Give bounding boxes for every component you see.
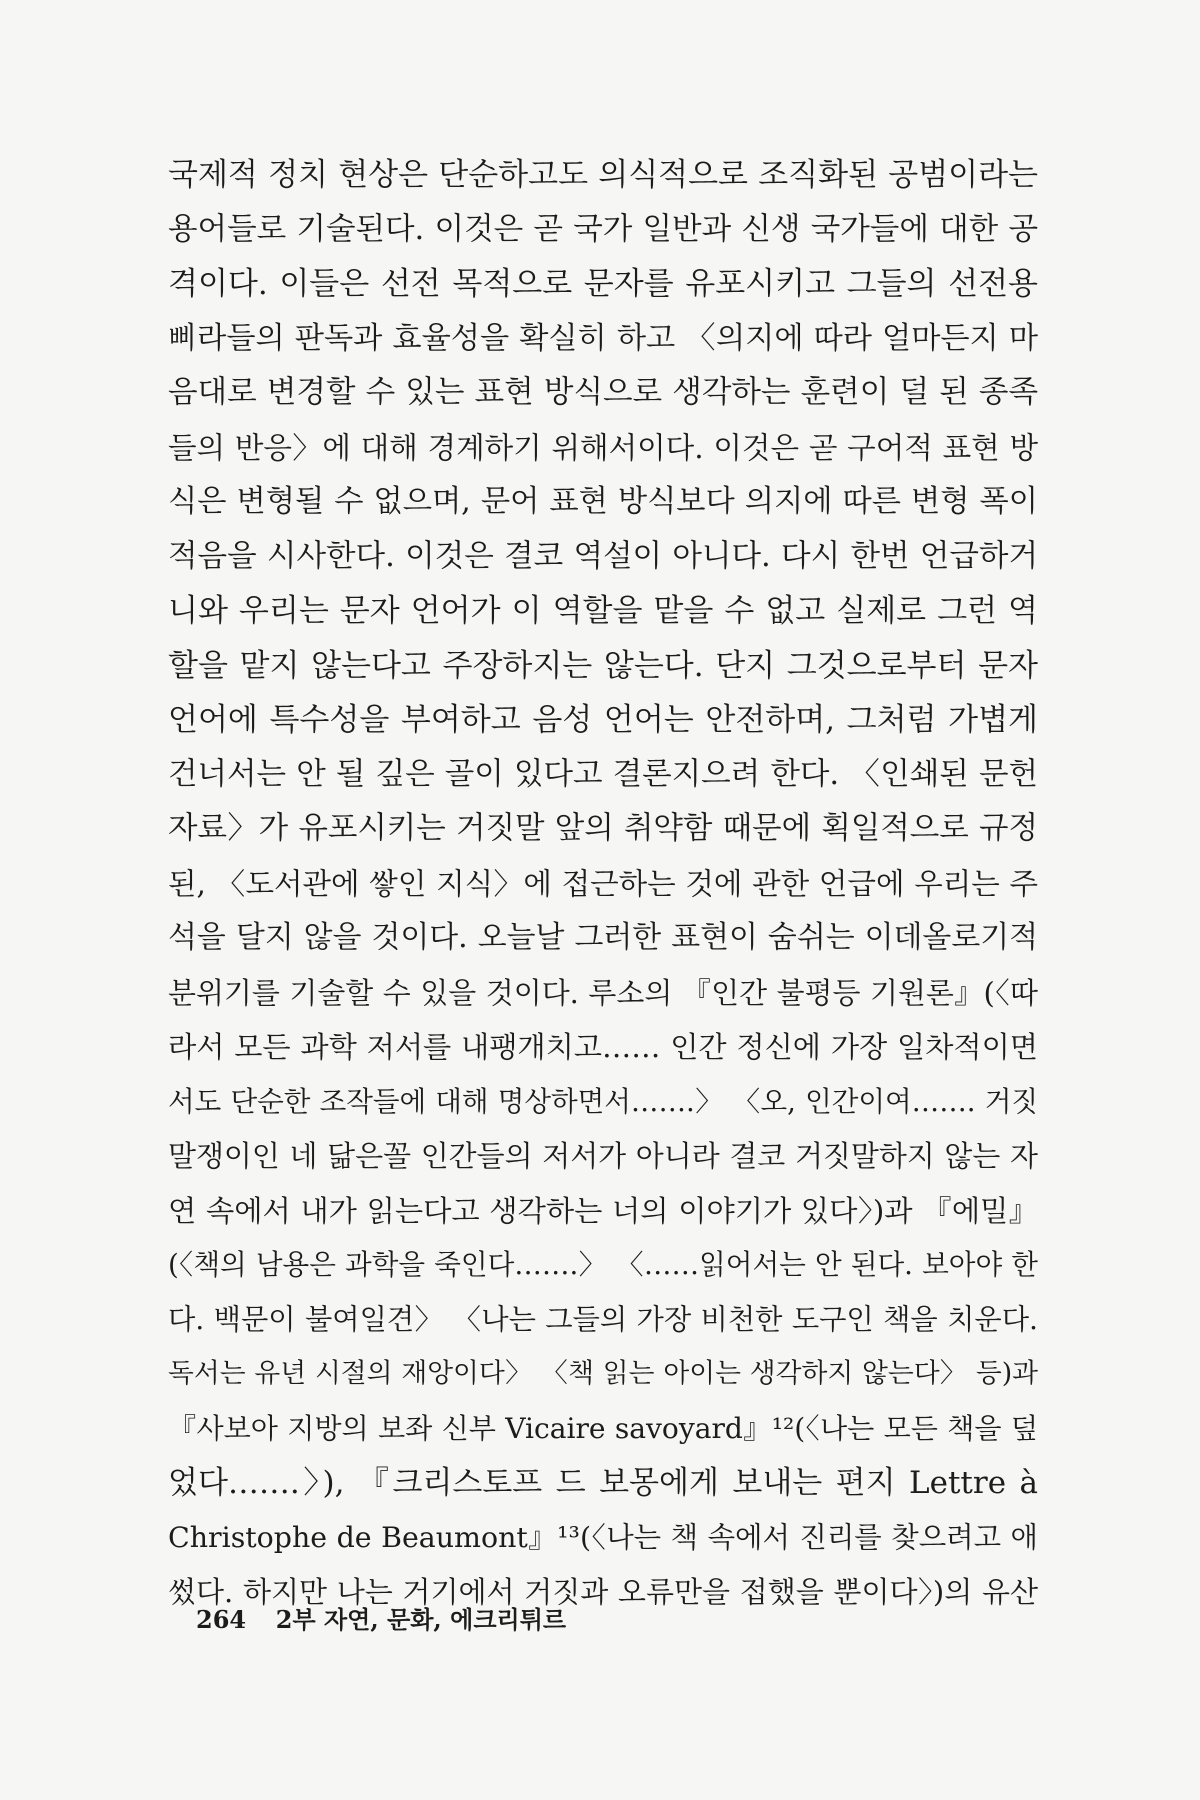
- text-line: 들의 반응〉에 대해 경계하기 위해서이다. 이것은 곧 구어적 표현 방: [168, 430, 1038, 465]
- text-line: 썼다. 하지만 나는 거기에서 거짓과 오류만을 접했을 뿐이다〉)의 유산: [168, 1575, 1038, 1609]
- text-line: 『사보아 지방의 보좌 신부 Vicaire savoyard』¹²(〈나는 모든 책을 덮: [168, 1411, 1038, 1445]
- text-line: 국제적 정치 현상은 단순하고도 의식적으로 조직화된 공범이라는: [168, 157, 1038, 193]
- running-head: 2부 자연, 문화, 에크리튀르: [275, 1605, 567, 1634]
- text-line: 연 속에서 내가 읽는다고 생각하는 너의 이야기가 있다〉)과 『에밀』: [168, 1193, 1038, 1228]
- text-line: 석을 달지 않을 것이다. 오늘날 그러한 표현이 숨쉬는 이데올로기적: [168, 920, 1038, 955]
- page-footer: [196, 1600, 566, 1635]
- text-line: 식은 변형될 수 없으며, 문어 표현 방식보다 의지에 따른 변형 폭이: [168, 484, 1038, 519]
- text-line: Christophe de Beaumont』¹³(〈나는 책 속에서 진리를 찾으려고 애: [168, 1520, 1038, 1554]
- text-line: 서도 단순한 조작들에 대해 명상하면서…….〉 〈오, 인간이여……. 거짓: [168, 1084, 1038, 1118]
- page-number: 264: [196, 1605, 247, 1634]
- text-line: 독서는 유년 시절의 재앙이다〉 〈책 읽는 아이는 생각하지 않는다〉 등)과: [168, 1358, 1038, 1389]
- text-line: 건너서는 안 될 깊은 골이 있다고 결론지으려 한다. 〈인쇄된 문헌: [168, 756, 1038, 792]
- text-line: 었다…….〉), 『크리스토프 드 보몽에게 보내는 편지 Lettre à: [168, 1465, 1038, 1501]
- text-line: 적음을 시사한다. 이것은 결코 역설이 아니다. 다시 한번 언급하거: [168, 538, 1038, 574]
- text-line: 할을 맡지 않는다고 주장하지는 않는다. 단지 그것으로부터 문자: [168, 647, 1038, 684]
- text-line: 분위기를 기술할 수 있을 것이다. 루소의 『인간 불평등 기원론』(〈따: [168, 975, 1038, 1010]
- text-line: 언어에 특수성을 부여하고 음성 언어는 안전하며, 그처럼 가볍게: [168, 702, 1038, 738]
- text-line: 자료〉가 유포시키는 거짓말 앞의 취약함 때문에 획일적으로 규정: [168, 811, 1038, 846]
- text-line: 음대로 변경할 수 있는 표현 방식으로 생각하는 훈련이 덜 된 종족: [168, 375, 1038, 410]
- text-line: 라서 모든 과학 저서를 내팽개치고…… 인간 정신에 가장 일차적이면: [168, 1030, 1038, 1064]
- text-line: 말쟁이인 네 닮은꼴 인간들의 저서가 아니라 결코 거짓말하지 않는 자: [168, 1139, 1038, 1173]
- text-line: 된, 〈도서관에 쌓인 지식〉에 접근하는 것에 관한 언급에 우리는 주: [168, 866, 1038, 901]
- text-line: 니와 우리는 문자 언어가 이 역할을 맡을 수 없고 실제로 그런 역: [168, 593, 1038, 629]
- text-line: (〈책의 남용은 과학을 죽인다…….〉 〈……읽어서는 안 된다. 보아야 한: [168, 1248, 1038, 1281]
- text-line: 격이다. 이들은 선전 목적으로 문자를 유포시키고 그들의 선전용: [168, 266, 1038, 302]
- text-line: 삐라들의 판독과 효율성을 확실히 하고 〈의지에 따라 얼마든지 마: [168, 320, 1038, 356]
- text-line: 다. 백문이 불여일견〉 〈나는 그들의 가장 비천한 도구인 책을 치운다.: [168, 1302, 1038, 1336]
- body-text: [168, 148, 1038, 1620]
- text-line: 용어들로 기술된다. 이것은 곧 국가 일반과 신생 국가들에 대한 공: [168, 211, 1038, 247]
